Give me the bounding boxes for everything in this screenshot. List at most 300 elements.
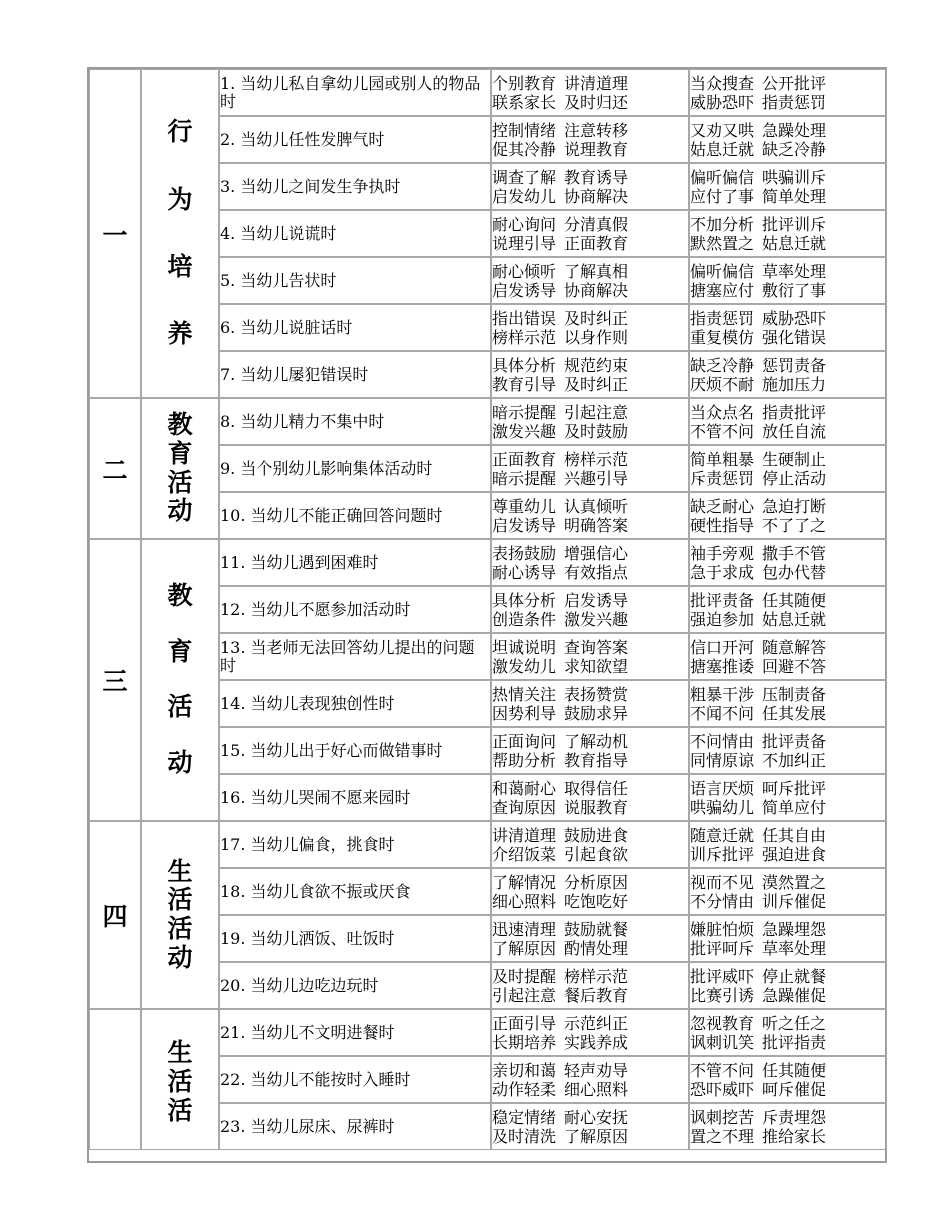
approach-phrase: 指责惩罚: [690, 308, 755, 328]
approach-phrase: 不了了之: [762, 515, 827, 535]
approach-phrase: 压制责备: [762, 684, 827, 704]
approach-phrase: 偏听偏信: [690, 167, 755, 187]
approach-phrase: 任其发展: [762, 703, 827, 723]
approach-phrase: 任其随便: [762, 590, 827, 610]
approach-phrase: 同情原谅: [690, 750, 755, 770]
correct-approach-cell: [491, 398, 689, 445]
approach-line: [690, 497, 886, 516]
approach-phrase: 创造条件: [492, 609, 557, 629]
approach-phrase: 细心照料: [492, 891, 557, 911]
approach-phrase: 引起注意: [492, 985, 557, 1005]
approach-phrase: 联系家长: [492, 92, 557, 112]
approach-phrase: 示范纠正: [564, 1013, 629, 1033]
approach-phrase: 及时归还: [564, 92, 629, 112]
correct-approach-cell: [491, 257, 689, 304]
approach-phrase: 引起食欲: [564, 844, 629, 864]
approach-phrase: 不管不问: [690, 1060, 755, 1080]
approach-line: [690, 591, 886, 610]
approach-phrase: 因势利导: [492, 703, 557, 723]
section-number: 二: [89, 398, 141, 539]
approach-phrase: 撒手不管: [762, 543, 827, 563]
situation-cell: 2. 当幼儿任性发脾气时: [219, 116, 491, 163]
approach-line: [492, 1127, 688, 1146]
category-char: 育: [167, 636, 193, 666]
approach-phrase: 敷衍了事: [762, 280, 827, 300]
approach-line: [690, 1080, 886, 1099]
approach-phrase: 偏听偏信: [690, 261, 755, 281]
category-char: 教: [167, 410, 193, 439]
approach-line: [690, 168, 886, 187]
approach-line: [492, 215, 688, 234]
approach-phrase: 恐吓威吓: [690, 1079, 755, 1099]
approach-line: [492, 516, 688, 535]
approach-phrase: 袖手旁观: [690, 543, 755, 563]
approach-phrase: 回避不答: [762, 656, 827, 676]
approach-line: [690, 826, 886, 845]
wrong-approach-cell: [689, 1103, 887, 1150]
approach-line: [690, 779, 886, 798]
situation-cell: 14. 当幼儿表现独创性时: [219, 680, 491, 727]
wrong-approach-cell: [689, 257, 887, 304]
approach-line: [492, 610, 688, 629]
approach-line: [690, 450, 886, 469]
approach-line: [492, 74, 688, 93]
approach-phrase: 任其随便: [762, 1060, 827, 1080]
guidance-table: [89, 69, 887, 1150]
category-char: 活: [167, 467, 193, 497]
wrong-approach-cell: [689, 116, 887, 163]
situation-cell: 5. 当幼儿告状时: [219, 257, 491, 304]
approach-line: [690, 986, 886, 1005]
approach-phrase: 厌烦不耐: [690, 374, 755, 394]
approach-phrase: 讽刺挖苦: [690, 1107, 755, 1127]
category-char: 行: [167, 117, 193, 147]
situation-cell: 1. 当幼儿私自拿幼儿园或别人的物品时: [219, 69, 491, 116]
approach-line: [492, 234, 688, 253]
approach-phrase: 默然置之: [690, 233, 755, 253]
approach-phrase: 急躁催促: [762, 985, 827, 1005]
wrong-approach-cell: [689, 351, 887, 398]
approach-line: [690, 704, 886, 723]
approach-phrase: 应付了事: [690, 186, 755, 206]
approach-line: [492, 967, 688, 986]
approach-line: [492, 685, 688, 704]
approach-line: [492, 356, 688, 375]
situation-cell: 19. 当幼儿洒饭、吐饭时: [219, 915, 491, 962]
approach-phrase: 迅速清理: [492, 919, 557, 939]
approach-phrase: 急躁埋怨: [762, 919, 827, 939]
wrong-approach-cell: [689, 821, 887, 868]
approach-phrase: 注意转移: [564, 120, 629, 140]
approach-phrase: 启发幼儿: [492, 186, 557, 206]
approach-line: [492, 1080, 688, 1099]
approach-phrase: 缺乏耐心: [690, 496, 755, 516]
approach-line: [492, 591, 688, 610]
approach-line: [492, 826, 688, 845]
approach-phrase: 鼓励进食: [564, 825, 629, 845]
approach-phrase: 吃饱吃好: [564, 891, 629, 911]
approach-phrase: 强化错误: [762, 327, 827, 347]
approach-line: [492, 732, 688, 751]
correct-approach-cell: [491, 492, 689, 539]
approach-phrase: 又劝又哄: [690, 120, 755, 140]
approach-phrase: 斥责惩罚: [690, 468, 755, 488]
wrong-approach-cell: [689, 962, 887, 1009]
section-category: [141, 539, 219, 821]
situation-cell: 4. 当幼儿说谎时: [219, 210, 491, 257]
situation-cell: 23. 当幼儿尿床、尿裤时: [219, 1103, 491, 1150]
approach-line: [690, 309, 886, 328]
approach-phrase: 硬性指导: [690, 515, 755, 535]
approach-phrase: 姑息迁就: [762, 609, 827, 629]
correct-approach-cell: [491, 774, 689, 821]
wrong-approach-cell: [689, 210, 887, 257]
situation-cell: 15. 当幼儿出于好心而做错事时: [219, 727, 491, 774]
approach-phrase: 漠然置之: [762, 872, 827, 892]
approach-phrase: 公开批评: [762, 73, 827, 93]
correct-approach-cell: [491, 915, 689, 962]
wrong-approach-cell: [689, 445, 887, 492]
wrong-approach-cell: [689, 492, 887, 539]
approach-phrase: 酌情处理: [564, 938, 629, 958]
approach-phrase: 置之不理: [690, 1126, 755, 1146]
approach-line: [492, 121, 688, 140]
approach-phrase: 简单粗暴: [690, 449, 755, 469]
approach-line: [690, 751, 886, 770]
approach-phrase: 榜样示范: [564, 966, 629, 986]
approach-line: [492, 93, 688, 112]
correct-approach-cell: [491, 821, 689, 868]
approach-phrase: 认真倾听: [564, 496, 629, 516]
correct-approach-cell: [491, 163, 689, 210]
approach-line: [492, 939, 688, 958]
approach-phrase: 简单应付: [762, 797, 827, 817]
approach-phrase: 急躁处理: [762, 120, 827, 140]
approach-line: [492, 375, 688, 394]
approach-phrase: 稳定情绪: [492, 1107, 557, 1127]
wrong-approach-cell: [689, 586, 887, 633]
approach-line: [492, 1014, 688, 1033]
approach-phrase: 姑息迁就: [762, 233, 827, 253]
situation-cell: 18. 当幼儿食欲不振或厌食: [219, 868, 491, 915]
category-char: 活: [167, 914, 193, 943]
situation-cell: 3. 当幼儿之间发生争执时: [219, 163, 491, 210]
approach-line: [492, 704, 688, 723]
approach-line: [690, 215, 886, 234]
approach-line: [492, 544, 688, 563]
approach-line: [690, 967, 886, 986]
approach-phrase: 餐后教育: [564, 985, 629, 1005]
approach-line: [690, 422, 886, 441]
approach-line: [690, 563, 886, 582]
correct-approach-cell: [491, 69, 689, 116]
approach-line: [492, 328, 688, 347]
approach-line: [492, 892, 688, 911]
approach-phrase: 激发兴趣: [492, 421, 557, 441]
approach-line: [690, 892, 886, 911]
approach-phrase: 不管不问: [690, 421, 755, 441]
approach-phrase: 施加压力: [762, 374, 827, 394]
approach-phrase: 教育指导: [564, 750, 629, 770]
approach-phrase: 指出错误: [492, 308, 557, 328]
approach-phrase: 细心照料: [564, 1079, 629, 1099]
approach-phrase: 坦诚说明: [492, 637, 557, 657]
approach-phrase: 生硬制止: [762, 449, 827, 469]
approach-phrase: 启发诱导: [492, 280, 557, 300]
approach-line: [492, 1061, 688, 1080]
approach-line: [690, 939, 886, 958]
approach-line: [690, 732, 886, 751]
approach-phrase: 正面教育: [492, 449, 557, 469]
situation-cell: 10. 当幼儿不能正确回答问题时: [219, 492, 491, 539]
approach-phrase: 及时纠正: [564, 308, 629, 328]
situation-cell: 13. 当老师无法回答幼儿提出的问题时: [219, 633, 491, 680]
approach-phrase: 激发幼儿: [492, 656, 557, 676]
approach-phrase: 分析原因: [564, 872, 629, 892]
approach-phrase: 指责惩罚: [762, 92, 827, 112]
approach-phrase: 耐心倾听: [492, 261, 557, 281]
approach-line: [492, 309, 688, 328]
approach-phrase: 简单处理: [762, 186, 827, 206]
approach-phrase: 停止活动: [762, 468, 827, 488]
approach-phrase: 搪塞应付: [690, 280, 755, 300]
approach-phrase: 鼓励求异: [564, 703, 629, 723]
category-char: 生: [167, 856, 193, 886]
correct-approach-cell: [491, 1056, 689, 1103]
approach-phrase: 轻声劝导: [564, 1060, 629, 1080]
approach-phrase: 榜样示范: [492, 327, 557, 347]
approach-line: [690, 873, 886, 892]
approach-phrase: 耐心安抚: [564, 1107, 629, 1127]
approach-phrase: 调查了解: [492, 167, 557, 187]
wrong-approach-cell: [689, 633, 887, 680]
approach-phrase: 了解情况: [492, 872, 557, 892]
approach-phrase: 暗示提醒: [492, 402, 557, 422]
approach-phrase: 介绍饭菜: [492, 844, 557, 864]
wrong-approach-cell: [689, 727, 887, 774]
approach-phrase: 榜样示范: [564, 449, 629, 469]
approach-line: [690, 1061, 886, 1080]
approach-phrase: 明确答案: [564, 515, 629, 535]
table-row: [89, 539, 887, 586]
situation-cell: 9. 当个别幼儿影响集体活动时: [219, 445, 491, 492]
approach-phrase: 批评威吓: [690, 966, 755, 986]
approach-phrase: 任其自由: [762, 825, 827, 845]
section-category: [141, 1009, 219, 1150]
approach-line: [492, 187, 688, 206]
approach-phrase: 推给家长: [762, 1126, 827, 1146]
approach-phrase: 说理引导: [492, 233, 557, 253]
situation-cell: 22. 当幼儿不能按时入睡时: [219, 1056, 491, 1103]
approach-phrase: 缺乏冷静: [762, 139, 827, 159]
approach-phrase: 不分情由: [690, 891, 755, 911]
approach-phrase: 取得信任: [564, 778, 629, 798]
category-char: 养: [167, 319, 193, 348]
approach-phrase: 草率处理: [762, 938, 827, 958]
section-category: [141, 821, 219, 1009]
correct-approach-cell: [491, 1009, 689, 1056]
approach-phrase: 视而不见: [690, 872, 755, 892]
approach-line: [690, 516, 886, 535]
approach-line: [690, 638, 886, 657]
approach-phrase: 尊重幼儿: [492, 496, 557, 516]
approach-line: [690, 469, 886, 488]
correct-approach-cell: [491, 351, 689, 398]
approach-phrase: 急迫打断: [762, 496, 827, 516]
approach-phrase: 耐心诱导: [492, 562, 557, 582]
approach-phrase: 忽视教育: [690, 1013, 755, 1033]
approach-line: [492, 497, 688, 516]
approach-phrase: 呵斥批评: [762, 778, 827, 798]
approach-phrase: 有效指点: [564, 562, 629, 582]
approach-line: [492, 920, 688, 939]
approach-line: [690, 121, 886, 140]
approach-line: [492, 422, 688, 441]
approach-phrase: 当众点名: [690, 402, 755, 422]
approach-phrase: 比赛引诱: [690, 985, 755, 1005]
approach-phrase: 以身作则: [564, 327, 629, 347]
approach-line: [690, 234, 886, 253]
approach-line: [492, 845, 688, 864]
table-row: [89, 1009, 887, 1056]
approach-phrase: 强迫进食: [762, 844, 827, 864]
approach-phrase: 讲清道理: [564, 73, 629, 93]
approach-phrase: 鼓励就餐: [564, 919, 629, 939]
approach-phrase: 促其冷静: [492, 139, 557, 159]
wrong-approach-cell: [689, 680, 887, 727]
approach-phrase: 兴趣引导: [564, 468, 629, 488]
approach-phrase: 表扬赞赏: [564, 684, 629, 704]
approach-line: [492, 986, 688, 1005]
approach-phrase: 了解动机: [564, 731, 629, 751]
approach-phrase: 了解原因: [492, 938, 557, 958]
approach-line: [492, 657, 688, 676]
approach-phrase: 查询答案: [564, 637, 629, 657]
correct-approach-cell: [491, 680, 689, 727]
situation-cell: 17. 当幼儿偏食，挑食时: [219, 821, 491, 868]
approach-phrase: 训斥批评: [690, 844, 755, 864]
approach-phrase: 不加分析: [690, 214, 755, 234]
approach-phrase: 哄骗幼儿: [690, 797, 755, 817]
approach-line: [492, 140, 688, 159]
wrong-approach-cell: [689, 915, 887, 962]
approach-phrase: 及时鼓励: [564, 421, 629, 441]
approach-phrase: 重复模仿: [690, 327, 755, 347]
approach-line: [690, 1108, 886, 1127]
approach-phrase: 姑息迁就: [690, 139, 755, 159]
table-row: [89, 821, 887, 868]
approach-phrase: 批评责备: [690, 590, 755, 610]
situation-cell: 20. 当幼儿边吃边玩时: [219, 962, 491, 1009]
approach-line: [492, 873, 688, 892]
approach-phrase: 协商解决: [564, 186, 629, 206]
approach-phrase: 搪塞推诿: [690, 656, 755, 676]
approach-phrase: 及时提醒: [492, 966, 557, 986]
category-char: 活: [167, 692, 193, 722]
approach-phrase: 信口开河: [690, 637, 755, 657]
approach-phrase: 听之任之: [762, 1013, 827, 1033]
approach-phrase: 启发诱导: [492, 515, 557, 535]
approach-line: [492, 450, 688, 469]
approach-line: [690, 610, 886, 629]
approach-line: [492, 262, 688, 281]
approach-phrase: 查询原因: [492, 797, 557, 817]
approach-phrase: 热情关注: [492, 684, 557, 704]
correct-approach-cell: [491, 445, 689, 492]
approach-phrase: 随意迁就: [690, 825, 755, 845]
approach-line: [690, 281, 886, 300]
approach-phrase: 说理教育: [564, 139, 629, 159]
approach-line: [690, 798, 886, 817]
approach-phrase: 和蔼耐心: [492, 778, 557, 798]
correct-approach-cell: [491, 586, 689, 633]
approach-phrase: 批评呵斥: [690, 938, 755, 958]
approach-phrase: 威胁恐吓: [762, 308, 827, 328]
approach-phrase: 训斥催促: [762, 891, 827, 911]
section-category: [141, 69, 219, 398]
approach-phrase: 惩罚责备: [762, 355, 827, 375]
section-number: [89, 1009, 141, 1150]
category-char: 培: [167, 251, 193, 281]
approach-phrase: 了解真相: [564, 261, 629, 281]
wrong-approach-cell: [689, 774, 887, 821]
correct-approach-cell: [491, 210, 689, 257]
approach-line: [690, 1014, 886, 1033]
situation-cell: 7. 当幼儿屡犯错误时: [219, 351, 491, 398]
approach-line: [690, 1033, 886, 1052]
approach-phrase: 停止就餐: [762, 966, 827, 986]
approach-phrase: 哄骗训斥: [762, 167, 827, 187]
approach-phrase: 教育诱导: [564, 167, 629, 187]
approach-phrase: 批评训斥: [762, 214, 827, 234]
approach-phrase: 不闻不问: [690, 703, 755, 723]
approach-phrase: 讽刺讥笑: [690, 1032, 755, 1052]
situation-cell: 12. 当幼儿不愿参加活动时: [219, 586, 491, 633]
situation-cell: 11. 当幼儿遇到困难时: [219, 539, 491, 586]
correct-approach-cell: [491, 727, 689, 774]
approach-phrase: 当众搜查: [690, 73, 755, 93]
approach-line: [492, 281, 688, 300]
approach-phrase: 教育引导: [492, 374, 557, 394]
approach-phrase: 批评指责: [762, 1032, 827, 1052]
approach-phrase: 正面引导: [492, 1013, 557, 1033]
approach-phrase: 亲切和蔼: [492, 1060, 557, 1080]
category-char: 活: [167, 885, 193, 915]
approach-phrase: 急于求成: [690, 562, 755, 582]
correct-approach-cell: [491, 633, 689, 680]
approach-phrase: 语言厌烦: [690, 778, 755, 798]
wrong-approach-cell: [689, 304, 887, 351]
approach-phrase: 批评责备: [762, 731, 827, 751]
approach-line: [690, 140, 886, 159]
correct-approach-cell: [491, 539, 689, 586]
approach-phrase: 讲清道理: [492, 825, 557, 845]
wrong-approach-cell: [689, 69, 887, 116]
approach-line: [492, 469, 688, 488]
category-char: 生: [167, 1038, 193, 1067]
approach-phrase: 及时清洗: [492, 1126, 557, 1146]
approach-phrase: 强迫参加: [690, 609, 755, 629]
approach-phrase: 长期培养: [492, 1032, 557, 1052]
situation-cell: 16. 当幼儿哭闹不愿来园时: [219, 774, 491, 821]
approach-phrase: 及时纠正: [564, 374, 629, 394]
category-char: 动: [167, 942, 193, 972]
approach-phrase: 表扬鼓励: [492, 543, 557, 563]
table-row: [89, 398, 887, 445]
approach-line: [690, 93, 886, 112]
approach-phrase: 放任自流: [762, 421, 827, 441]
approach-line: [690, 328, 886, 347]
